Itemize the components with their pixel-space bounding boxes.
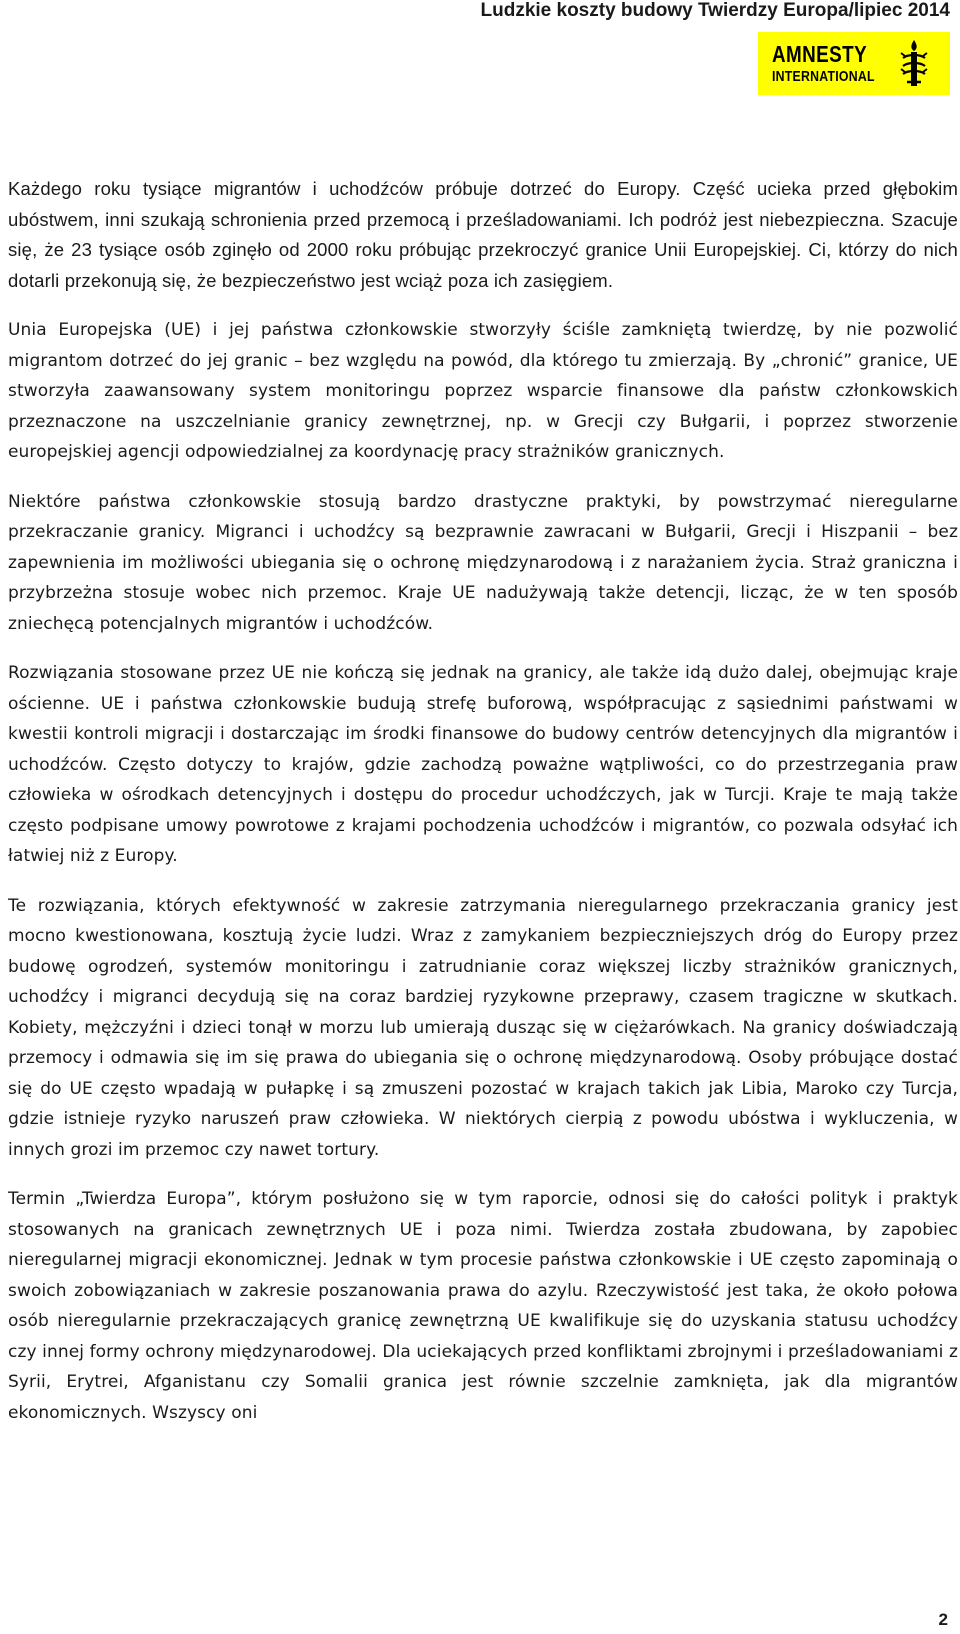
paragraph-human-cost: Te rozwiązania, których efektywność w zakresie zatrzymania nieregularnego przekraczania granicy jest mocno kwestionowana, kosztują życie ludzi. Wraz z zamykaniem bezpieczniejszych dróg do Europy przez budowę ogrodzeń, systemów monitoringu i zatrudnianie coraz większej liczby strażników granicznych, uchodźcy i migranci decydują się na coraz bardziej ryzykowne przeprawy, czasem tragiczne w skutkach. Kobiety, mężczyźni i dzieci tonął w morzu lub umierają dusząc się w ciężarówkach. Na granicy doświadczają przemocy i odmawia się im się prawa do ubiegania się o ochronę międzynarodową. Osoby próbujące dostać się do UE często wpadają w pułapkę i są zmuszeni pozostać w krajach takich jak Libia, Maroko czy Turcja, gdzie istnieje ryzyko naruszeń praw człowieka. W niektórych cierpią z powodu ubóstwa i wykluczenia, w innych grozi im przemoc czy nawet tortury. bbox=[8, 895, 958, 1160]
report-body bbox=[8, 174, 958, 1447]
paragraph-drastic-practices: Niektóre państwa członkowskie stosują bardzo drastyczne praktyki, by powstrzymać nieregularne przekraczanie granicy. Migranci i uchodźcy są bezprawnie zawracani w Bułgarii, Grecji i Hiszpanii – bez zapewnienia im możliwości ubiegania się o ochronę międzynarodową i z narażaniem życia. Straż graniczna i przybrzeżna stosuje wobec nich przemoc. Kraje UE nadużywają także detencji, licząc, że w ten sposób zniechęcą potencjalnych migrantów i uchodźców. bbox=[8, 491, 958, 634]
logo-wordmark bbox=[772, 43, 875, 84]
logo-line-international: INTERNATIONAL bbox=[772, 68, 875, 85]
paragraph-intro: Każdego roku tysiące migrantów i uchodźców próbuje dotrzeć do Europy. Część ucieka przed głębokim ubóstwem, inni szukają schronienia przed przemocą i prześladowaniami. Ich podróż jest niebezpieczna. Szacuje się, że 23 tysiące osób zginęło od 2000 roku próbując przekroczyć granice Unii Europejskiej. Ci, którzy do nich dotarli przekonują się, że bezpieczeństwo jest wciąż poza ich zasięgiem. bbox=[8, 178, 958, 291]
document-header-title: Ludzkie koszty budowy Twierdzy Europa/lipiec 2014 bbox=[480, 0, 950, 21]
candle-barbed-wire-icon bbox=[898, 38, 930, 90]
amnesty-logo bbox=[758, 32, 950, 95]
paragraph-buffer-zone: Rozwiązania stosowane przez UE nie kończą się jednak na granicy, ale także idą dużo dalej, obejmując kraje ościenne. UE i państwa członkowskie budują strefę buforową, współpracując z sąsiednimi państwami w kwestii kontroli migracji i dostarczając im środki finansowe do budowy centrów detencyjnych dla migrantów i uchodźców. Często dotyczy to krajów, gdzie zachodzą poważne wątpliwości, co do przestrzegania praw człowieka w ośrodkach detencyjnych i dostępu do procedur uchodźczych, jak w Turcji. Kraje te mają także często podpisane umowy powrotowe z krajami pochodzenia uchodźców i migrantów, co pozwala odsyłać ich łatwiej niż z Europy. bbox=[8, 663, 958, 866]
paragraph-fortress-europe-term: Termin „Twierdza Europa”, którym posłużono się w tym raporcie, odnosi się do całości polityk i praktyk stosowanych na granicach zewnętrznych UE i poza nimi. Twierdza została zbudowana, by zapobiec nieregularnej migracji ekonomicznej. Jednak w tym procesie państwa członkowskie i UE często zapominają o swoich zobowiązaniach w zakresie poszanowania prawa do azylu. Rzeczywistość jest taka, że około połowa osób nieregularnie przekraczających granicę zewnętrzną UE kwalifikuje się do uzyskania statusu uchodźcy czy innej formy ochrony międzynarodowej. Dla uciekających przed konfliktami zbrojnymi i prześladowaniami z Syrii, Erytrei, Afganistanu czy Somalii granica jest równie szczelnie zamknięta, jak dla migrantów ekonomicznych. Wszyscy oni bbox=[8, 1189, 958, 1423]
paragraph-eu-fortress: Unia Europejska (UE) i jej państwa członkowskie stworzyły ściśle zamkniętą twierdzę, by nie pozwolić migrantom dotrzeć do jej granic – bez względu na powód, dla którego tu zmierzają. By „chronić” granice, UE stworzyła zaawansowany system monitoringu poprzez wsparcie finansowe dla państw członkowskich przeznaczone na uszczelnianie granicy zewnętrznej, np. w Grecji czy Bułgarii, i poprzez stworzenie europejskiej agencji odpowiedzialnej za koordynację pracy strażników granicznych. bbox=[8, 320, 958, 462]
page-number: 2 bbox=[938, 1610, 948, 1629]
logo-line-amnesty: AMNESTY bbox=[772, 41, 868, 67]
